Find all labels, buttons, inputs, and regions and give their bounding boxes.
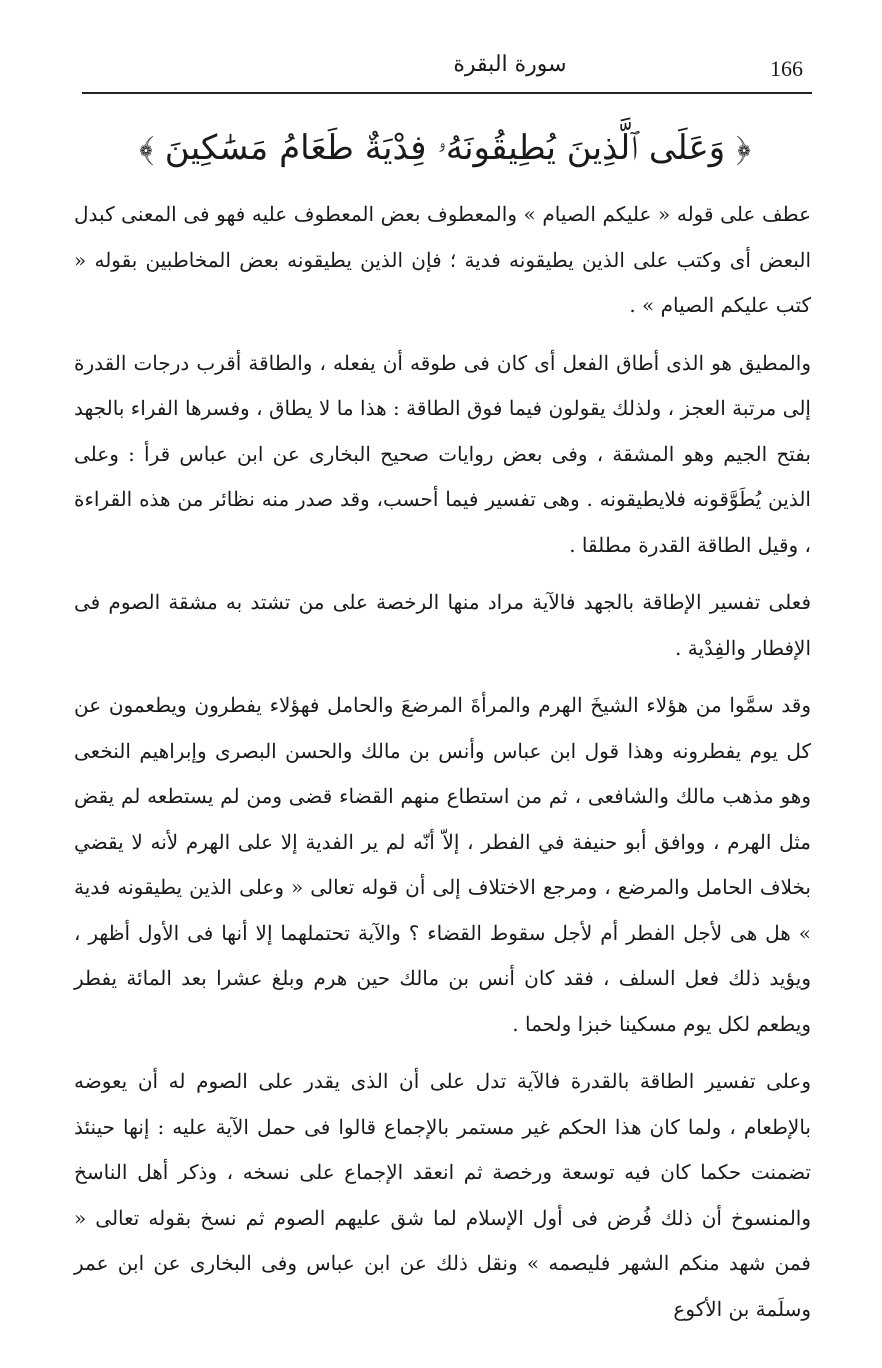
page-number: 166 bbox=[770, 56, 803, 81]
body-text bbox=[74, 192, 811, 1332]
paragraph: والمطيق هو الذى أطاق الفعل أى كان فى طوقه أن يفعله ، والطاقة أقرب درجات القدرة إلى مرتبة العجز ، ولذلك يقولون فيما فوق الطاقة : هذا ما لا يطاق ، وفسرها الفراء بالجهد بفتح الجيم وهو المشقة ، وفى بعض روايات صحيح البخارى عن ابن عباس قرأ : وعلى الذين يُطَوَّقونه فلايطيقونه . وهى تفسير فيما أحسب، وقد صدر منه نظائر من هذه القراءة ، وقيل الطاقة القدرة مطلقا . bbox=[74, 350, 811, 557]
paragraph: عطف على قوله « عليكم الصيام » والمعطوف بعض المعطوف عليه فهو فى المعنى كبدل البعض أى وكتب على الذين يطيقونه فدية ؛ فإن الذين يطيقونه بعض المخاطبين بقوله « كتب عليكم الصيام » . bbox=[74, 202, 811, 317]
quran-verse: ﴿ وَعَلَى ٱلَّذِينَ يُطِيقُونَهُۥ فِدْيَةٌ طَعَامُ مَسَٰكِينَ ﴾ bbox=[138, 128, 752, 168]
paragraph: وعلى تفسير الطاقة بالقدرة فالآية تدل على أن الذى يقدر على الصوم له أن يعوضه بالإطعام ، ولما كان هذا الحكم غير مستمر بالإجماع قالوا فى حمل الآية عليه : إنها حينئذ تضمنت حكما كان فيه توسعة ورخصة ثم انعقد الإجماع على نسخه ، وذكر أهل الناسخ والمنسوخ أن ذلك فُرض فى أول الإسلام لما شق عليهم الصوم ثم نسخ بقوله تعالى « فمن شهد منكم الشهر فليصمه » ونقل ذلك عن ابن عباس وفى البخارى عن ابن عمر وسلَمة بن الأكوع bbox=[74, 1069, 811, 1321]
running-head: سورة البقرة bbox=[453, 52, 567, 77]
header-rule bbox=[82, 92, 812, 94]
page-header bbox=[80, 52, 810, 90]
paragraph: فعلى تفسير الإطاقة بالجهد فالآية مراد منها الرخصة على من تشتد به مشقة الصوم فى الإفطار والفِدْية . bbox=[74, 590, 811, 660]
paragraph: وقد سمَّوا من هؤلاء الشيخَ الهرم والمرأةَ المرضعَ والحامل فهؤلاء يفطرون ويطعمون عن كل يوم يفطرونه وهذا قول ابن عباس وأنس بن مالك والحسن البصرى وإبراهيم النخعى وهو مذهب مالك والشافعى ، ثم من استطاع منهم القضاء قضى ومن لم يستطعه لم يقض مثل الهرم ، ووافق أبو حنيفة في الفطر ، إلاّ أنّه لم ير الفدية إلا على الهرم لأنه لا يقضي بخلاف الحامل والمرضع ، ومرجع الاختلاف إلى أن قوله تعالى « وعلى الذين يطيقونه فدية » هل هى لأجل الفطر أم لأجل سقوط القضاء ؟ والآية تحتملهما إلا أنها فى الأول أظهر ، ويؤيد ذلك فعل السلف ، فقد كان أنس بن مالك حين هرم وبلغ عشرا بعد المائة يفطر ويطعم لكل يوم مسكينا خبزا ولحما . bbox=[74, 693, 811, 1036]
